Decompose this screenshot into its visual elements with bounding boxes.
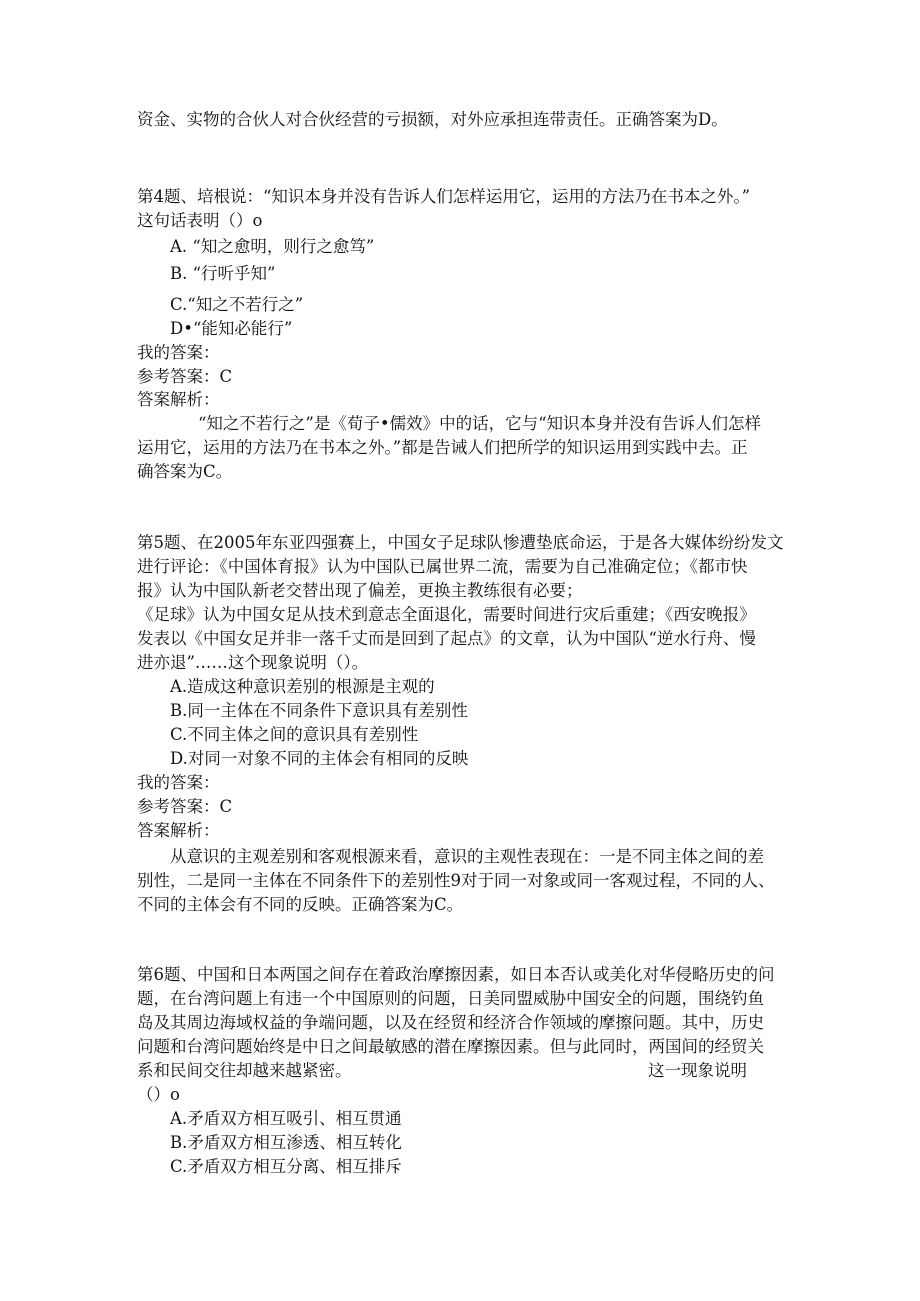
q4-my-answer: 我的答案： [137, 343, 220, 362]
q5-analysis-line-1: 从意识的主观差别和客观根源来看，意识的主观性表现在：一是不同主体之间的差 [170, 847, 764, 866]
q5-option-a: A.造成这种意识差别的根源是主观的 [170, 677, 435, 696]
q5-analysis-line-3: 不同的主体会有不同的反映。正确答案为C。 [137, 895, 464, 914]
q4-analysis-line-2: 运用它，运用的方法乃在书本之外。”都是告诫人们把所学的知识运用到实践中去。正 [137, 438, 748, 457]
q4-option-d: D•“能知必能行” [170, 319, 293, 338]
q4-analysis-line-1: “知之不若行之”是《荀子•儒效》中的话，它与“知识本身并没有告诉人们怎样 [198, 414, 762, 433]
q4-ref-answer: 参考答案：C [137, 367, 233, 386]
q4-analysis-label: 答案解析： [137, 390, 220, 409]
q5-my-answer: 我的答案： [137, 773, 220, 792]
q5-option-b: B.同一主体在不同条件下意识具有差别性 [170, 701, 468, 720]
q6-option-a: A.矛盾双方相互吸引、相互贯通 [170, 1109, 402, 1128]
q4-stem-line-2: 这句话表明（）o [137, 211, 263, 230]
intro-line: 资金、实物的合伙人对合伙经营的亏损额，对外应承担连带责任。正确答案为D。 [137, 110, 728, 129]
q5-stem-line-1: 第5题、在2005年东亚四强赛上，中国女子足球队惨遭垫底命运，于是各大媒体纷纷发文 [137, 533, 784, 552]
q6-stem-last: （）o [137, 1085, 180, 1104]
q5-stem-line-6: 进亦退”……这个现象说明（）。 [137, 653, 369, 672]
q5-analysis-line-2: 别性，二是同一主体在不同条件下的差别性9对于同一对象或同一客观过程，不同的人、 [137, 871, 775, 890]
q6-stem-tail: 这一现象说明 [648, 1061, 747, 1080]
q6-option-b: B.矛盾双方相互渗透、相互转化 [170, 1133, 402, 1152]
q6-stem-line-5: 系和民间交往却越来越紧密。 [137, 1061, 352, 1080]
q4-option-b: B. “行听乎知” [170, 264, 276, 283]
q4-analysis-line-3: 确答案为C。 [137, 462, 233, 481]
q4-stem-line-1: 第4题、培根说：“知识本身并没有告诉人们怎样运用它，运用的方法乃在书本之外。” [137, 187, 751, 206]
q5-stem-line-3: 报》认为中国队新老交替出现了偏差，更换主教练很有必要； [137, 581, 583, 600]
q6-stem-line-2: 题，在台湾问题上有违一个中国原则的问题，日美同盟威胁中国安全的问题，围绕钓鱼 [137, 989, 764, 1008]
q4-option-c: C.“知之不若行之” [170, 295, 304, 314]
q5-option-c: C.不同主体之间的意识具有差别性 [170, 725, 419, 744]
q6-option-c: C.矛盾双方相互分离、相互排斥 [170, 1157, 402, 1176]
q5-stem-line-4: 《足球》认为中国女足从技术到意志全面退化，需要时间进行灾后重建；《西安晚报》 [137, 605, 756, 624]
q6-stem-line-3: 岛及其周边海域权益的争端问题，以及在经贸和经济合作领域的摩擦问题。其中，历史 [137, 1013, 764, 1032]
q4-option-a: A. “知之愈明，则行之愈笃” [170, 237, 375, 256]
q5-stem-line-5: 发表以《中国女足并非一落千丈而是回到了起点》的文章，认为中国队“逆水行舟、慢 [137, 629, 756, 648]
q5-ref-answer: 参考答案：C [137, 797, 233, 816]
q5-stem-line-2: 进行评论：《中国体育报》认为中国队已属世界二流，需要为自己准确定位；《都市快 [137, 557, 748, 576]
q5-option-d: D.对同一对象不同的主体会有相同的反映 [170, 749, 469, 768]
q5-analysis-label: 答案解析： [137, 821, 220, 840]
q6-stem-line-4: 问题和台湾问题始终是中日之间最敏感的潜在摩擦因素。但与此同时，两国间的经贸关 [137, 1037, 764, 1056]
q6-stem-line-1: 第6题、中国和日本两国之间存在着政治摩擦因素，如日本否认或美化对华侵略历史的问 [137, 965, 775, 984]
